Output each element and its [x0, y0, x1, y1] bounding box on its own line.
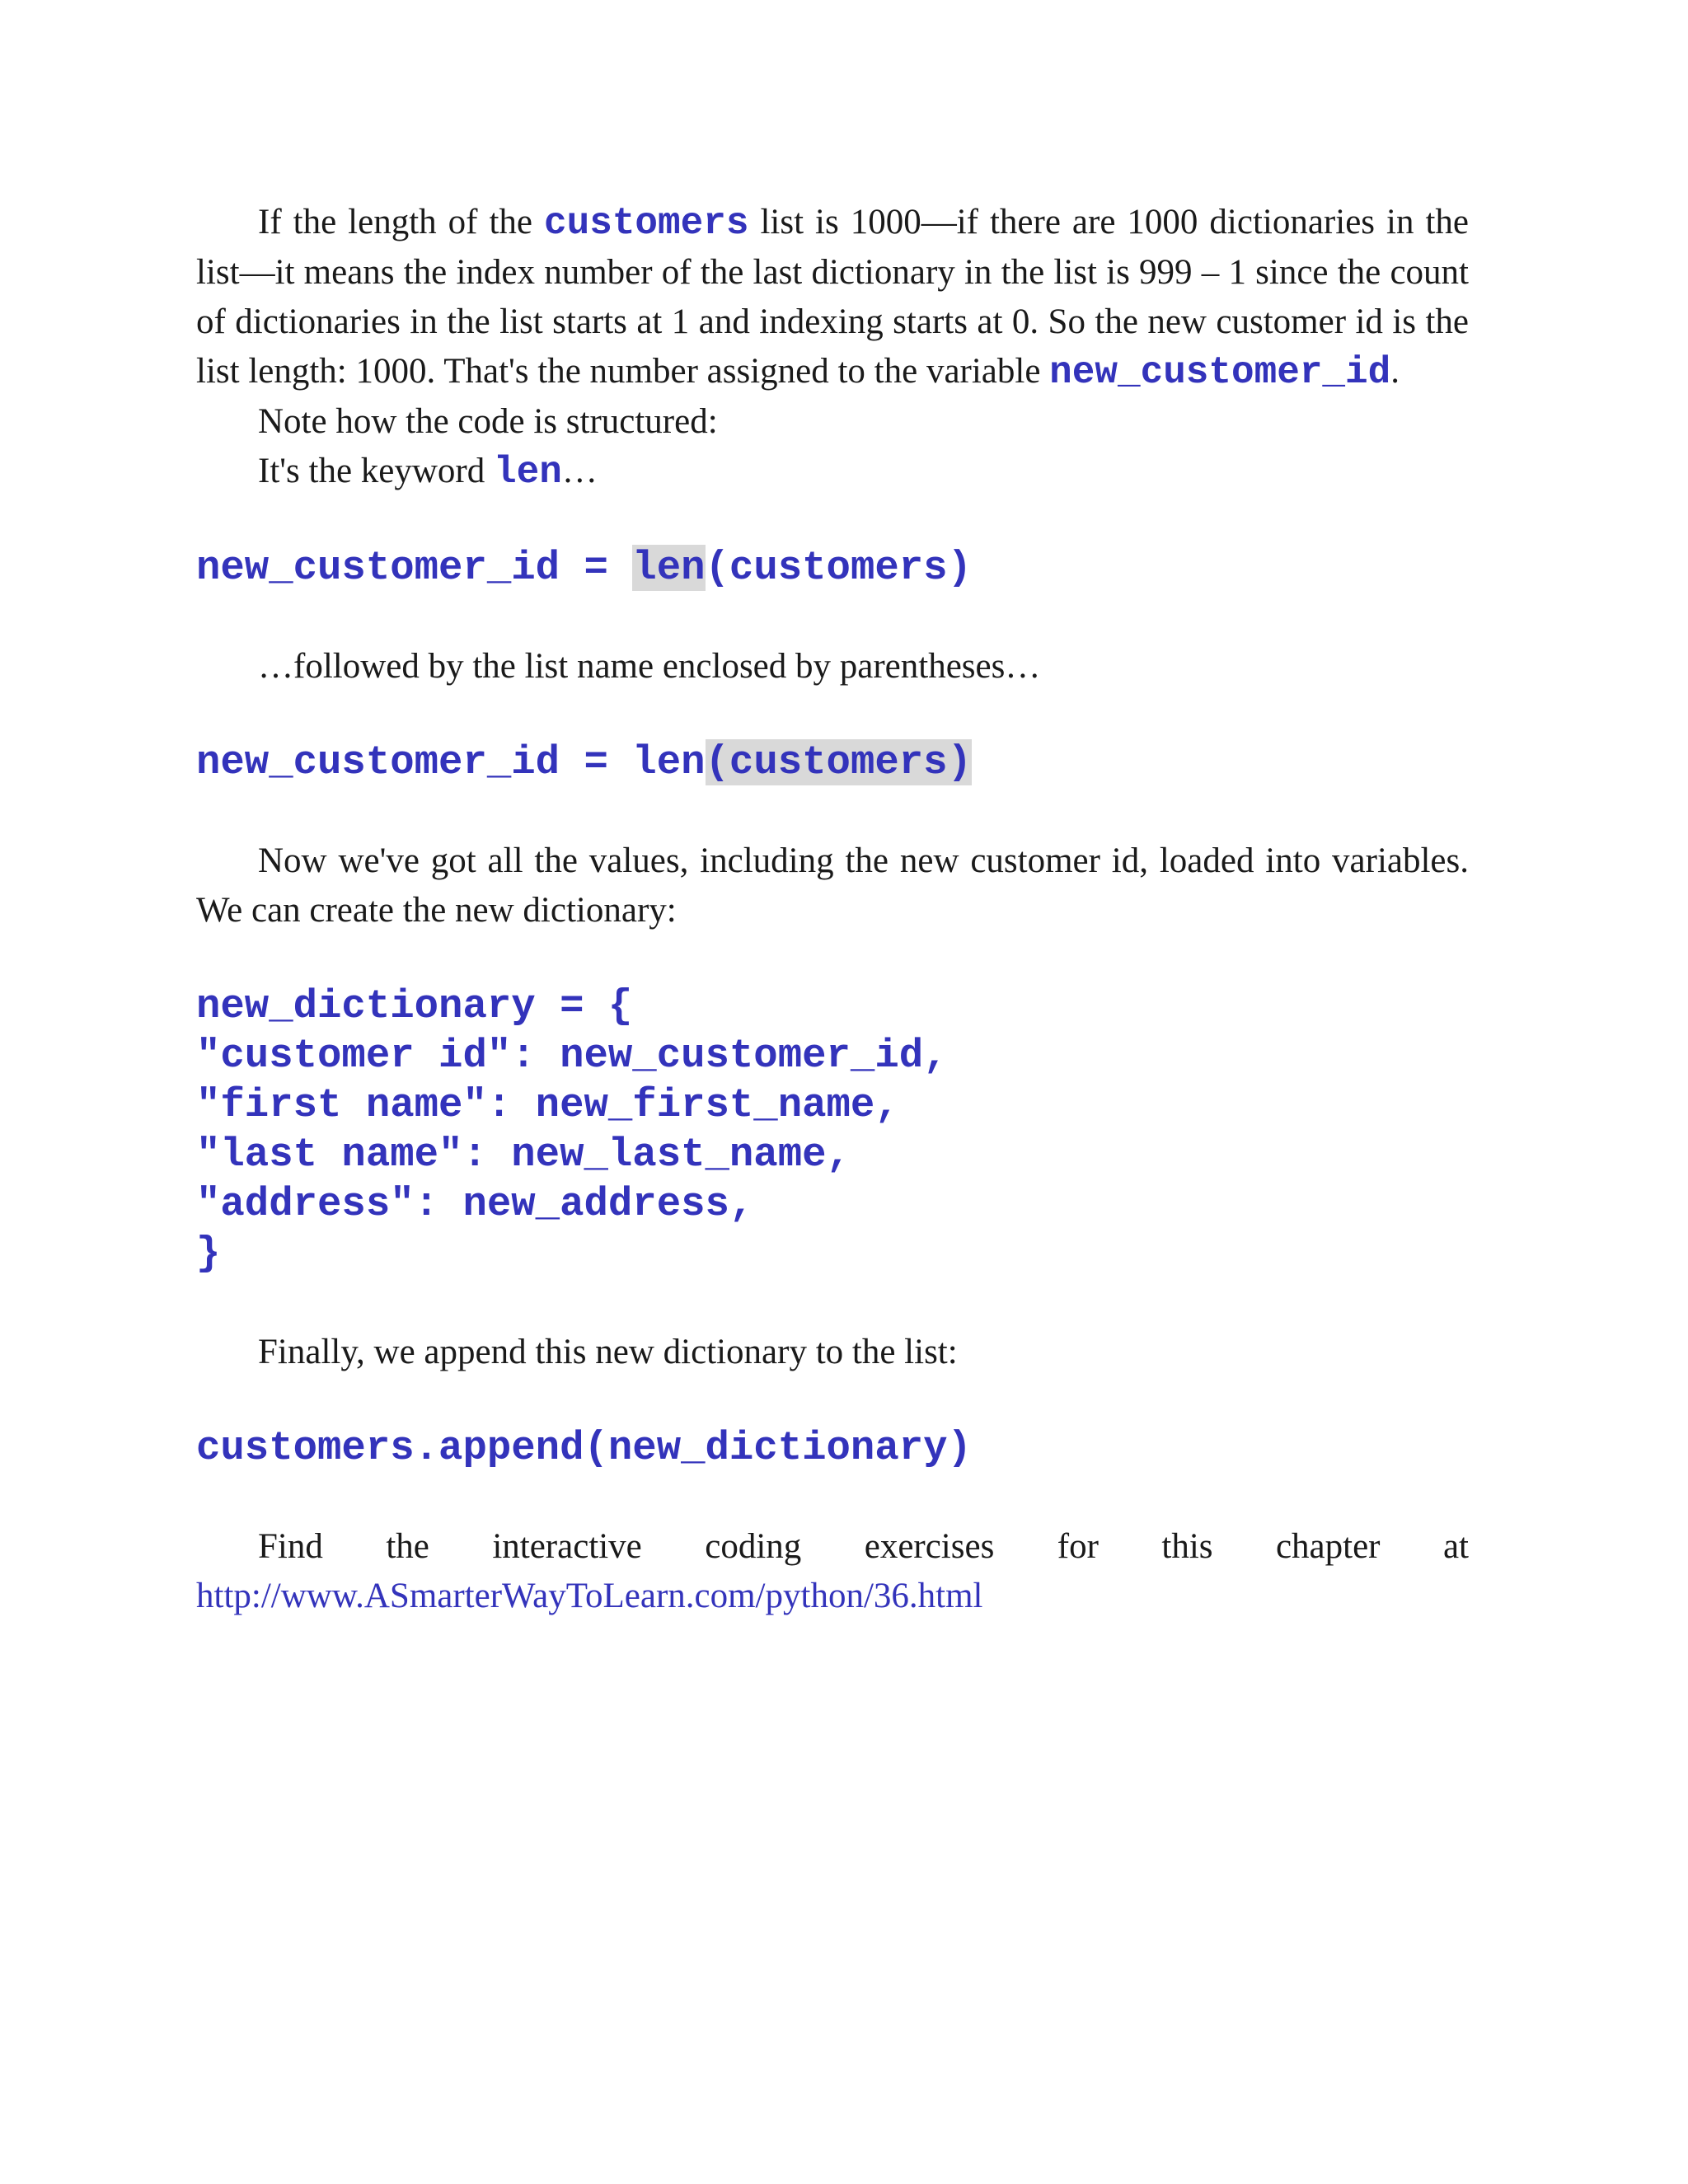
code-segment: (customers) [705, 545, 972, 591]
paragraph-note-structure: Note how the code is structured: [258, 402, 718, 441]
inline-code-len: len [494, 451, 562, 494]
code-segment: new_customer_id = len [196, 739, 706, 785]
code-block-parens-highlight [196, 738, 1469, 787]
paragraph-values-loaded: Now we've got all the values, including the new customer id, loaded into variables. We can create the new dictionary: [196, 841, 1469, 930]
paragraph-exercises: Find the interactive coding exercises for this chapter at [258, 1527, 1469, 1566]
code-highlight-parens: (customers) [705, 739, 972, 785]
code-block-new-dictionary [196, 982, 1469, 1278]
code-line: "address": new_address, [196, 1181, 754, 1227]
inline-code-new-customer-id: new_customer_id [1049, 351, 1391, 394]
paragraph-keyword-len [196, 447, 1469, 497]
text-segment: . [1390, 352, 1400, 391]
paragraph-followed-by: …followed by the list name enclosed by parentheses… [258, 647, 1041, 686]
code-highlight-len: len [632, 545, 706, 591]
code-line: "customer id": new_customer_id, [196, 1033, 948, 1079]
exercises-link[interactable]: http://www.ASmarterWayToLearn.com/python/36.html [196, 1577, 983, 1615]
paragraph-customers-length [196, 198, 1469, 397]
code-line: "last name": new_last_name, [196, 1132, 851, 1178]
code-line: new_dictionary = { [196, 983, 633, 1029]
paragraph-append: Finally, we append this new dictionary to the list: [258, 1333, 958, 1371]
text-segment: It's the keyword [258, 452, 494, 490]
code-segment: new_customer_id = [196, 545, 633, 591]
inline-code-customers: customers [544, 202, 749, 245]
code-line: "first name": new_first_name, [196, 1082, 899, 1128]
text-segment: … [561, 452, 598, 490]
code-line: } [196, 1230, 221, 1277]
text-segment: list is 1000—if there are 1000 dictionaries in the list—it means the index number of the last dictionary in the list is 999 – 1 since the count of dictionaries in the list starts at 1 and indexing starts at 0. So the new customer id is the list length: 1000. That's the number assigned to the variable [196, 203, 1469, 391]
text-segment: If the length of the [258, 203, 545, 241]
code-block-append: customers.append(new_dictionary) [196, 1425, 972, 1471]
code-block-len-highlight [196, 543, 1469, 593]
exercises-link-line [196, 1572, 1469, 1621]
page-content [196, 198, 1469, 1621]
